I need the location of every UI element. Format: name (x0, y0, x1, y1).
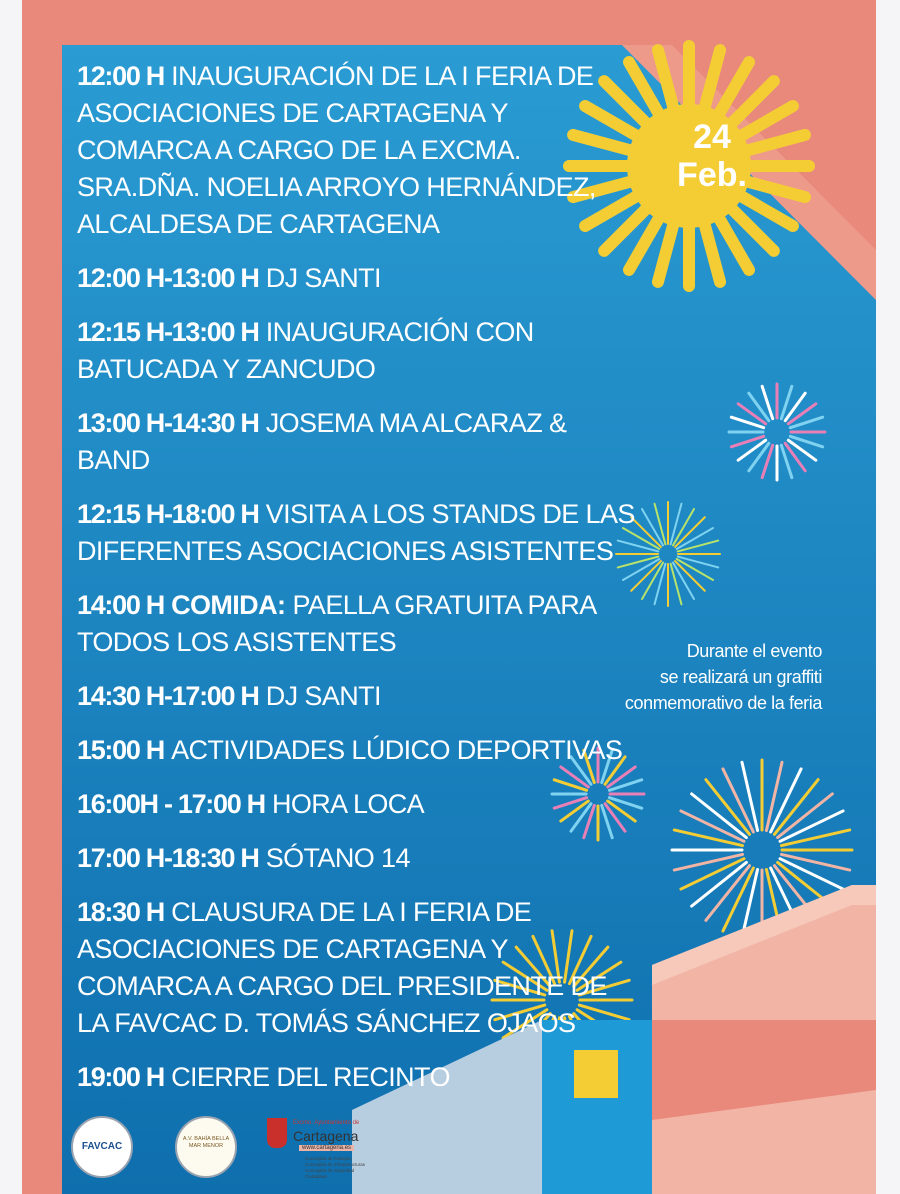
schedule-entry (77, 732, 637, 769)
cartagena-foot-line-2: Concejalía de Infraestructuras (305, 1162, 366, 1167)
schedule-time: 12:15 H-13:00 H (77, 317, 259, 347)
schedule-time: 13:00 H-14:30 H (77, 408, 259, 438)
schedule-time: 16:00H - 17:00 H (77, 789, 265, 819)
date-badge (662, 118, 762, 194)
schedule-entry (77, 894, 637, 1042)
favcac-logo (71, 1116, 133, 1178)
schedule-label: COMIDA: (171, 590, 286, 620)
cartagena-logo-url: www.cartagena.es (299, 1145, 354, 1151)
cartagena-logo (267, 1118, 377, 1178)
schedule-entry (77, 58, 637, 243)
schedule-entry (77, 496, 637, 570)
schedule-description: CLAUSURA DE LA I FERIA DE ASOCIACIONES DE CARTAGENA Y COMARCA A CARGO DEL PRESIDENTE DE LA FAVCAC D. TOMÁS SÁNCHEZ OJAOS (77, 897, 607, 1038)
schedule-time: 15:00 H (77, 735, 164, 765)
note-line-2: se realizará un graffiti (659, 667, 822, 687)
schedule-entry (77, 786, 637, 823)
cartagena-logo-footer (305, 1156, 377, 1180)
schedule-description: PAELLA GRATUITA PARA TODOS LOS ASISTENTES (77, 590, 596, 657)
schedule-entry (77, 1059, 637, 1096)
schedule-entry (77, 405, 637, 479)
schedule-entry (77, 260, 637, 297)
note-line-1: Durante el evento (686, 641, 822, 661)
schedule-entry (77, 314, 637, 388)
schedule-time: 12:00 H (77, 61, 164, 91)
schedule-description: CIERRE DEL RECINTO (171, 1062, 450, 1092)
salmon-diagonal-lower (22, 0, 62, 1194)
date-month: Feb. (677, 156, 747, 194)
schedule-description: DJ SANTI (265, 263, 381, 293)
schedule-description: INAUGURACIÓN DE LA I FERIA DE ASOCIACIONES DE CARTAGENA Y COMARCA A CARGO DE LA EXCMA. SRA.DÑA. NOELIA ARROYO HERNÁNDEZ, ALCALDESA DE CARTAGENA (77, 61, 596, 239)
note-line-3: conmemorativo de la feria (624, 693, 822, 713)
graffiti-note (582, 638, 822, 716)
schedule-entry (77, 840, 637, 877)
event-poster (22, 0, 876, 1194)
schedule-description: ACTIVIDADES LÚDICO DEPORTIVAS (171, 735, 623, 765)
cartagena-shield-icon (267, 1118, 287, 1148)
bahia-bella-logo-text: A.V. BAHÍA BELLA MAR MENOR (182, 1136, 230, 1149)
favcac-logo-text: FAVCAC (81, 1141, 123, 1152)
schedule-time: 18:30 H (77, 897, 164, 927)
schedule-entry (77, 678, 637, 715)
schedule-description: SÓTANO 14 (265, 843, 410, 873)
schedule-description: VISITA A LOS STANDS DE LAS DIFERENTES ASOCIACIONES ASISTENTES (77, 499, 635, 566)
cartagena-foot-line-3: Concejalía de Seguridad Ciudadana (305, 1168, 355, 1179)
schedule-list (77, 58, 637, 1113)
schedule-time: 12:00 H-13:00 H (77, 263, 259, 293)
schedule-description: DJ SANTI (265, 681, 381, 711)
schedule-time: 14:00 H (77, 590, 164, 620)
bahia-bella-logo (175, 1116, 237, 1178)
cartagena-logo-name: Cartagena (293, 1128, 359, 1144)
schedule-description: INAUGURACIÓN CON BATUCADA Y ZANCUDO (77, 317, 534, 384)
schedule-time: 12:15 H-18:00 H (77, 499, 259, 529)
schedule-time: 14:30 H-17:00 H (77, 681, 259, 711)
schedule-time: 17:00 H-18:30 H (77, 843, 259, 873)
date-day: 24 (693, 118, 731, 156)
cartagena-logo-sup: Excmo. Ayuntamiento de (293, 1120, 360, 1126)
cartagena-foot-line-1: Concejalía de Festejos, (305, 1156, 353, 1161)
schedule-entry (77, 587, 637, 661)
sponsor-logos (67, 1112, 367, 1182)
schedule-description: JOSEMA MA ALCARAZ & BAND (77, 408, 567, 475)
schedule-time: 19:00 H (77, 1062, 164, 1092)
schedule-description: HORA LOCA (271, 789, 425, 819)
